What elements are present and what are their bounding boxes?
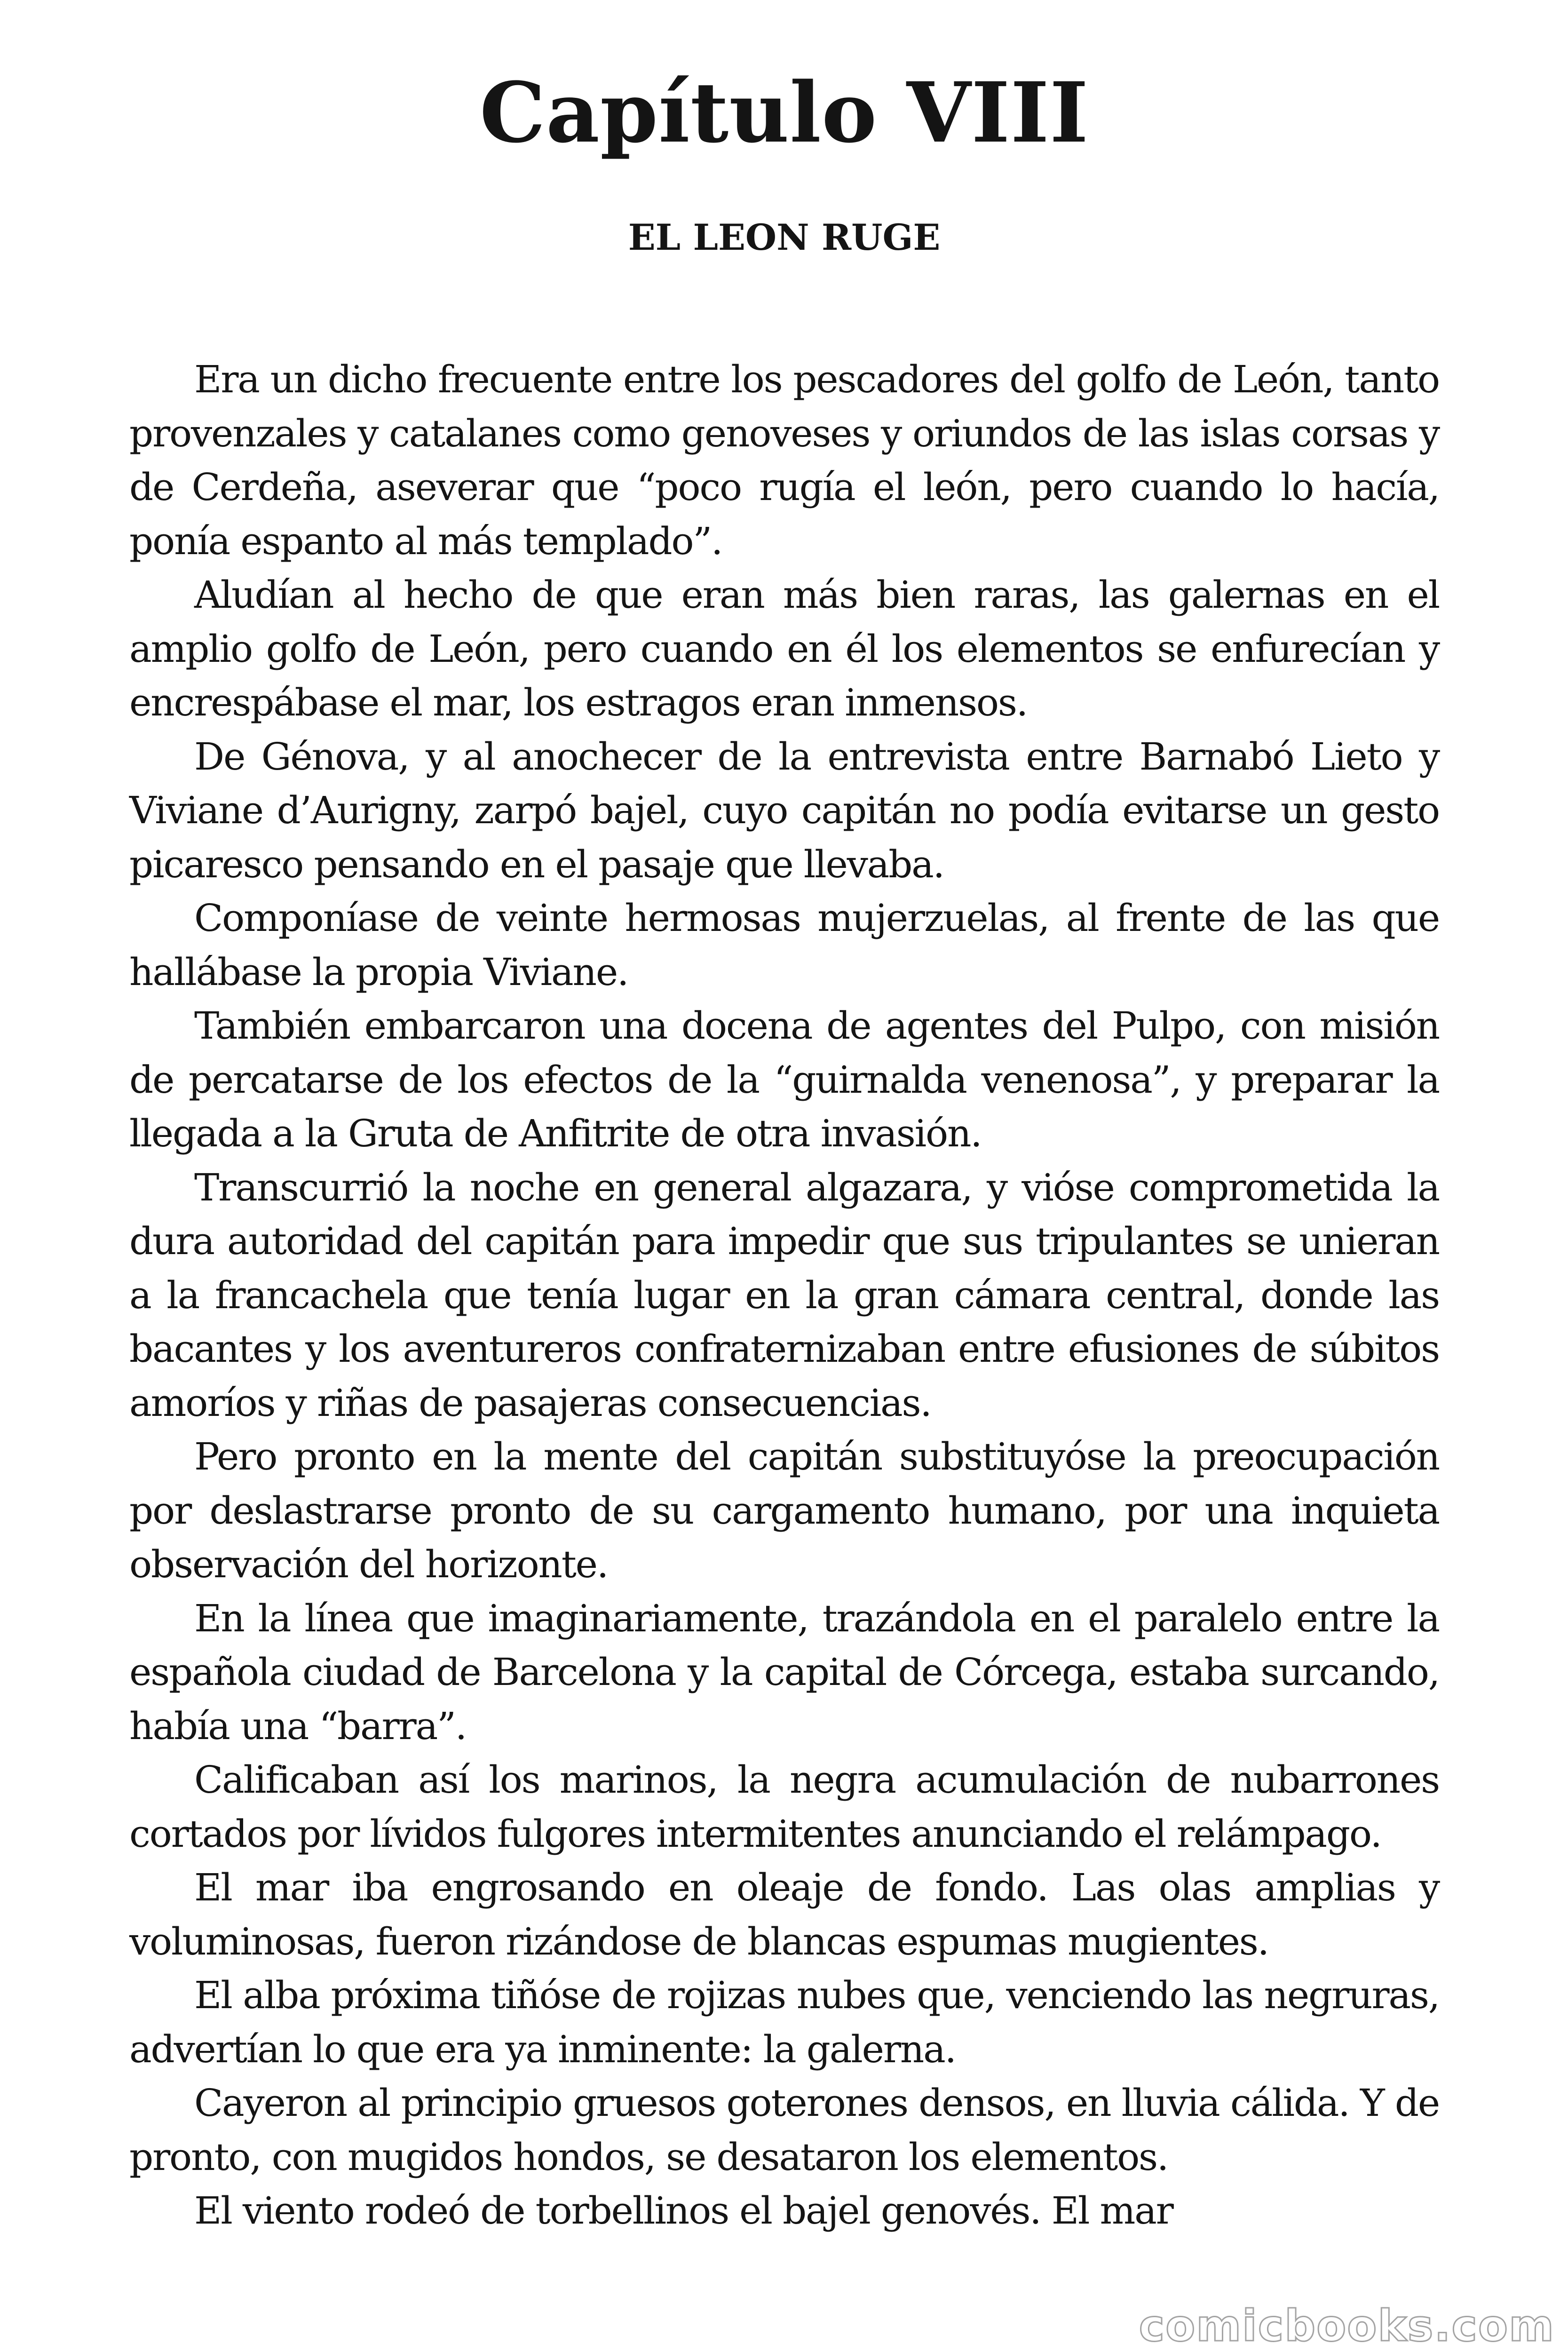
paragraph: Componíase de veinte hermosas mujerzuelas, al frente de las que hallábase la propia Viviane. bbox=[129, 896, 1439, 994]
chapter-body bbox=[129, 353, 1439, 2238]
paragraph: Era un dicho frecuente entre los pescadores del golfo de León, tanto provenzales y catalanes como genoveses y oriundos de las islas corsas y de Cerdeña, aseverar que “poco rugía el león, pero cuando lo hacía, ponía espanto al más templado”. bbox=[129, 358, 1439, 563]
paragraph: De Génova, y al anochecer de la entrevista entre Barnabó Lieto y Viviane d’Aurigny, zarpó bajel, cuyo capitán no podía evitarse un gesto picaresco pensando en el pasaje que llevaba. bbox=[129, 734, 1439, 886]
paragraph: Cayeron al principio gruesos goterones densos, en lluvia cálida. Y de pronto, con mugidos hondos, se desataron los elementos. bbox=[129, 2081, 1439, 2179]
chapter-subtitle: EL LEON RUGE bbox=[628, 216, 941, 258]
chapter-title: Capítulo VIII bbox=[479, 64, 1089, 161]
paragraph: Transcurrió la noche en general algazara, y vióse comprometida la dura autoridad del capitán para impedir que sus tripulantes se unieran a la francachela que tenía lugar en la gran cámara central, donde las bacantes y los aventureros confraternizaban entre efusiones de súbitos amoríos y riñas de pasajeras consecuencias. bbox=[129, 1165, 1439, 1425]
paragraph: Aludían al hecho de que eran más bien raras, las galernas en el amplio golfo de León, pero cuando en él los elementos se enfurecían y encrespábase el mar, los estragos eran inmensos. bbox=[129, 573, 1439, 724]
paragraph: El mar iba engrosando en oleaje de fondo. Las olas amplias y voluminosas, fueron rizándose de blancas espumas mugientes. bbox=[129, 1866, 1439, 1963]
paragraph: Pero pronto en la mente del capitán substituyóse la preocupación por deslastrarse pronto de su cargamento humano, por una inquieta observación del horizonte. bbox=[129, 1435, 1439, 1586]
paragraph: Calificaban así los marinos, la negra acumulación de nubarrones cortados por lívidos fulgores intermitentes anunciando el relámpago. bbox=[129, 1758, 1439, 1856]
paragraph: El alba próxima tiñóse de rojizas nubes que, venciendo las negruras, advertían lo que era ya inminente: la galerna. bbox=[129, 1973, 1439, 2071]
watermark: comicbooks.com bbox=[1139, 2301, 1555, 2351]
paragraph: También embarcaron una docena de agentes del Pulpo, con misión de percatarse de los efectos de la “guirnalda venenosa”, y preparar la llegada a la Gruta de Anfitrite de otra invasión. bbox=[129, 1004, 1439, 1155]
paragraph: En la línea que imaginariamente, trazándola en el paralelo entre la española ciudad de Barcelona y la capital de Córcega, estaba surcando, había una “barra”. bbox=[129, 1596, 1439, 1748]
paragraph: El viento rodeó de torbellinos el bajel genovés. El mar bbox=[194, 2189, 1173, 2233]
